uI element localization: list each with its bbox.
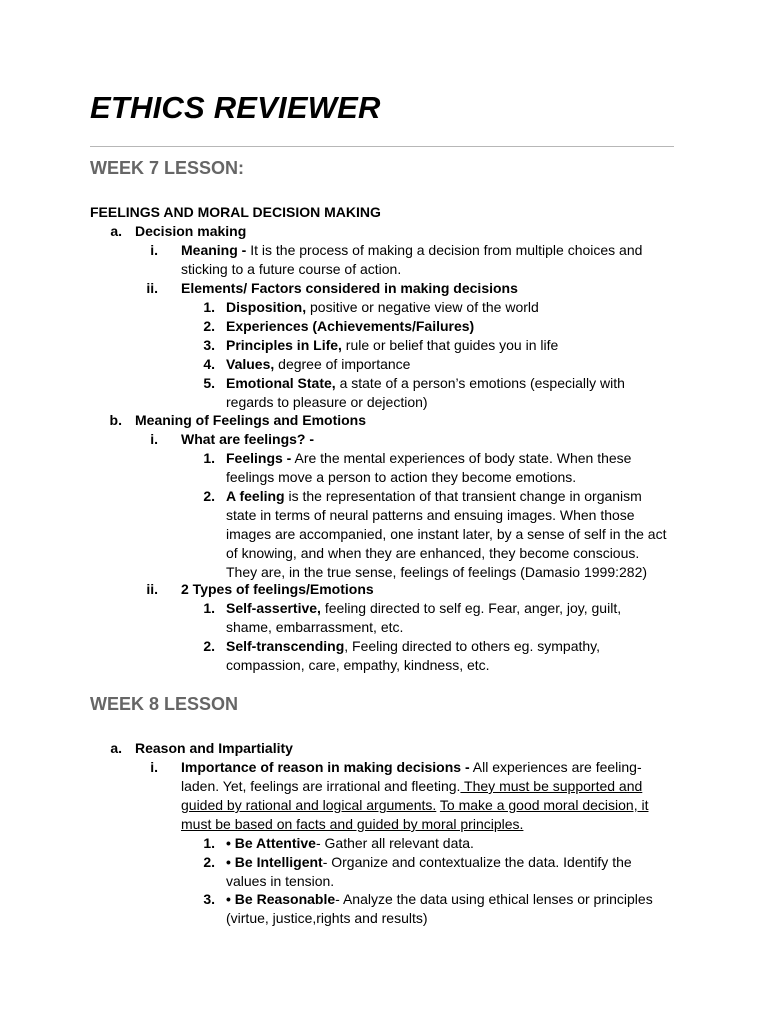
- list-marker: 2.: [203, 318, 215, 334]
- definition-text: is the representation of that transient change in organism state in terms of neural patterns and ensuing images. When those images are accompanied, one instant later, by a sense of self in the act of knowing, and when they are enhanced, they become conscious. They are, in the true sense, feelings of feelings (Damasio 1999:282): [226, 488, 667, 580]
- document-title: ETHICS REVIEWER: [90, 90, 381, 125]
- list-item-label: Elements/ Factors considered in making decisions: [181, 280, 518, 296]
- list-marker: 1.: [203, 600, 215, 616]
- definition-text: It is the process of making a decision from multiple choices and sticking to a future course of action.: [181, 242, 643, 277]
- term-label: Disposition,: [226, 299, 307, 315]
- list-marker: 5.: [203, 375, 215, 391]
- term-label: Emotional State,: [226, 375, 336, 391]
- week7-heading: WEEK 7 LESSON:: [90, 158, 245, 178]
- term-label: • Be Attentive: [226, 835, 316, 851]
- list-marker: 2.: [203, 638, 215, 654]
- list-marker: 1.: [203, 835, 215, 851]
- definition-text: All experiences are feeling-laden. Yet, feelings are irrational and fleeting.: [181, 759, 642, 794]
- definition-text: , Feeling directed to others eg. sympathy, compassion, care, empathy, kindness, etc.: [226, 638, 601, 673]
- list-item-text: [226, 298, 666, 317]
- list-marker: 3.: [203, 891, 215, 907]
- horizontal-divider: [90, 146, 674, 147]
- list-item-label: Decision making: [135, 223, 247, 239]
- list-marker: 2.: [203, 488, 215, 504]
- term-label: Self-assertive,: [226, 600, 321, 616]
- list-marker: 1.: [203, 299, 215, 315]
- week7-topic: FEELINGS AND MORAL DECISION MAKING: [90, 204, 381, 220]
- underlined-text: They must be supported and guided by rational and logical arguments.: [181, 778, 643, 813]
- list-marker: a.: [110, 740, 122, 756]
- list-item-text: [226, 487, 674, 582]
- list-item-label: Reason and Impartiality: [135, 740, 293, 756]
- list-marker: i.: [150, 431, 158, 447]
- list-marker: ii.: [146, 280, 158, 296]
- list-item-text: [181, 241, 651, 279]
- definition-text: Are the mental experiences of body state. When these feelings move a person to action they become emotions.: [226, 450, 632, 485]
- list-marker: 3.: [203, 337, 215, 353]
- list-marker: ii.: [146, 581, 158, 597]
- definition-text: degree of importance: [274, 356, 411, 372]
- list-marker: i.: [150, 242, 158, 258]
- list-item-text: [181, 758, 676, 834]
- term-label: Self-transcending: [226, 638, 345, 654]
- list-item-text: [226, 637, 681, 675]
- definition-text: - Gather all relevant data.: [315, 835, 474, 851]
- list-marker: b.: [109, 412, 122, 428]
- list-marker: 4.: [203, 356, 215, 372]
- definition-text: rule or belief that guides you in life: [341, 337, 559, 353]
- term-label: Values,: [226, 356, 275, 372]
- term-label: Meaning -: [181, 242, 247, 258]
- list-item-text: [226, 336, 666, 355]
- term-label: Experiences (Achievements/Failures): [226, 318, 475, 334]
- underlined-text: To make a good moral decision, it must be based on facts and guided by moral principles.: [181, 797, 649, 832]
- list-item-text: [226, 317, 666, 336]
- list-item-label: What are feelings? -: [181, 431, 315, 447]
- list-item-text: [226, 355, 666, 374]
- list-marker: 2.: [203, 854, 215, 870]
- term-label: • Be Intelligent: [226, 854, 323, 870]
- definition-text: positive or negative view of the world: [306, 299, 539, 315]
- term-label: Feelings -: [226, 450, 292, 466]
- definition-text: feeling directed to self eg. Fear, anger, joy, guilt, shame, embarrassment, etc.: [226, 600, 622, 635]
- definition-text: - Analyze the data using ethical lenses or principles (virtue, justice,rights and results): [226, 891, 653, 926]
- list-item-text: [226, 374, 676, 412]
- definition-text: - Organize and contextualize the data. Identify the values in tension.: [226, 854, 632, 889]
- week8-heading: WEEK 8 LESSON: [90, 694, 239, 714]
- list-marker: a.: [110, 223, 122, 239]
- list-item-text: [226, 599, 666, 637]
- list-item-text: [226, 449, 681, 487]
- list-item-text: [226, 853, 676, 891]
- list-item-label: Meaning of Feelings and Emotions: [135, 412, 367, 428]
- list-item-text: [226, 890, 666, 928]
- term-label: • Be Reasonable: [226, 891, 336, 907]
- term-label: A feeling: [226, 488, 285, 504]
- definition-text: a state of a person’s emotions (especially with regards to pleasure or dejection): [226, 375, 625, 410]
- list-marker: 1.: [203, 450, 215, 466]
- list-marker: i.: [150, 759, 158, 775]
- list-item-text: [226, 834, 676, 853]
- term-label: Principles in Life,: [226, 337, 342, 353]
- term-label: Importance of reason in making decisions -: [181, 759, 470, 775]
- list-item-label: 2 Types of feelings/Emotions: [181, 581, 374, 597]
